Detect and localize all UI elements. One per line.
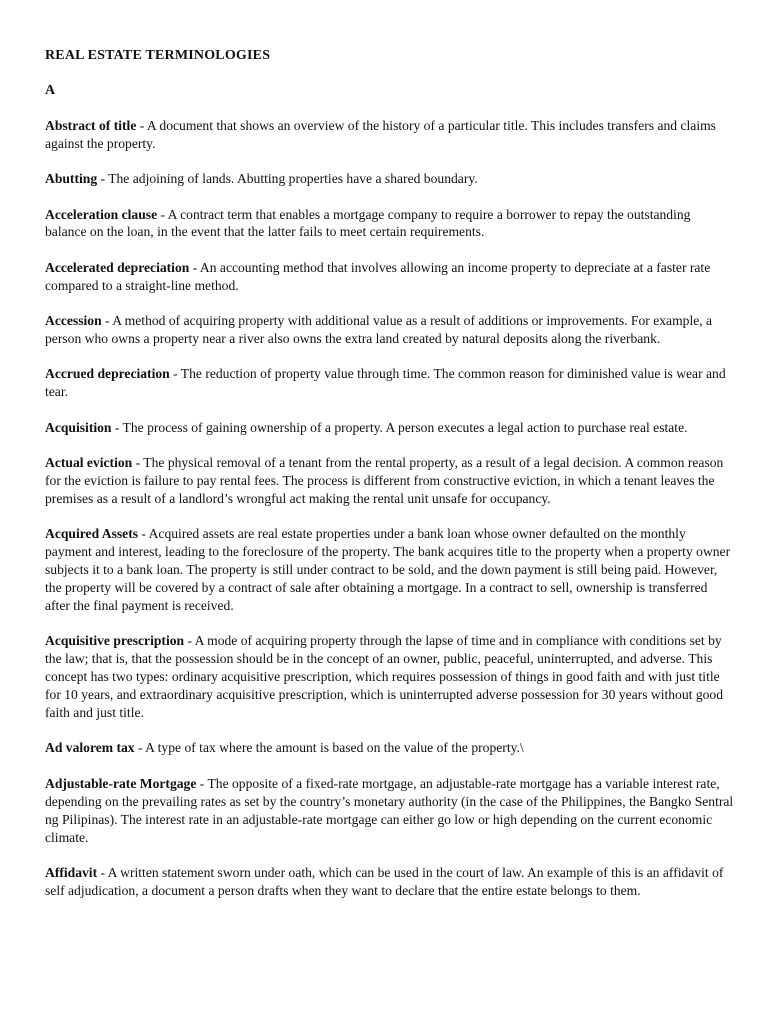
entry-definition: - A written statement sworn under oath, which can be used in the court of law. An example of this is an affidavit of self adjudication, a document a person drafts when they want to declare that the entire estate belongs to them. bbox=[45, 865, 724, 898]
entry-definition: - The reduction of property value through time. The common reason for diminished value is wear and tear. bbox=[45, 366, 726, 400]
entry-definition: - The adjoining of lands. Abutting properties have a shared boundary. bbox=[97, 171, 478, 187]
entry-definition: - The physical removal of a tenant from the rental property, as a result of a legal decision. A common reason for the eviction is failure to pay rental fees. The process is different from constructive eviction, in which a tenant leaves the premises as a result of a landlord’s wrongful act making the rental unit unsafe for occupancy. bbox=[45, 455, 724, 506]
entry-term: Acquired Assets bbox=[45, 526, 139, 542]
entry-term: Abstract of title bbox=[45, 117, 137, 133]
entry-definition: - An accounting method that involves allowing an income property to depreciate at a faster rate compared to a straight-line method. bbox=[45, 259, 711, 293]
entry-ad-valorem-tax bbox=[45, 739, 735, 757]
entry-definition: - A mode of acquiring property through the lapse of time and in compliance with conditions set by the law; that is, that the possession should be in the concept of an owner, public, peaceful, uninterrupted, and adverse. This concept has two types: ordinary acquisitive prescription, which requires possession of things in good faith and with just title for 10 years, and extraordinary acquisitive prescription, which is uninterrupted adverse possession for 30 years without good faith and just title. bbox=[45, 633, 724, 721]
entry-definition: - A type of tax where the amount is based on the value of the property.\ bbox=[134, 740, 524, 756]
entry-definition: - Acquired assets are real estate properties under a bank loan whose owner defaulted on the monthly payment and interest, leading to the foreclosure of the property. The bank acquires title to the property when a property owner subjects it to a bank loan. The property is still under contract to be sold, and the down payment is still being paid. However, the property will be covered by a contract of sale after obtaining a mortgage. In a contract to sell, ownership is transferred after the final payment is received. bbox=[45, 526, 731, 614]
entry-term: Acquisition bbox=[45, 419, 112, 435]
entry-term: Abutting bbox=[45, 171, 98, 187]
entry-actual-eviction bbox=[45, 454, 735, 508]
entry-definition: - A document that shows an overview of the history of a particular title. This includes transfers and claims against the property. bbox=[45, 117, 716, 151]
entry-definition: - The process of gaining ownership of a property. A person executes a legal action to purchase real estate. bbox=[111, 419, 688, 435]
entry-abstract-of-title bbox=[45, 117, 735, 153]
entry-accelerated-depreciation bbox=[45, 259, 735, 295]
entry-term: Affidavit bbox=[45, 865, 98, 880]
entry-abutting bbox=[45, 170, 735, 188]
entry-term: Accession bbox=[45, 313, 102, 329]
document-page bbox=[45, 47, 735, 917]
entry-affidavit bbox=[45, 864, 735, 900]
entry-adjustable-rate-mortgage bbox=[45, 775, 735, 847]
entry-definition: - A method of acquiring property with additional value as a result of additions or improvements. For example, a person who owns a property near a river also owns the extra land created by natural deposits along the riverbank. bbox=[45, 313, 713, 347]
entry-definition: - The opposite of a fixed-rate mortgage, an adjustable-rate mortgage has a variable interest rate, depending on the prevailing rates as set by the country’s monetary authority (in the case of the Philippines, the Bangko Sentral ng Pilipinas). The interest rate in an adjustable-rate mortgage can either go low or high depending on the current economic climate. bbox=[45, 775, 734, 845]
entry-term: Ad valorem tax bbox=[45, 740, 135, 756]
entry-term: Actual eviction bbox=[45, 455, 133, 471]
entry-acquisition bbox=[45, 419, 735, 437]
entry-term: Accelerated depreciation bbox=[45, 259, 190, 275]
document-title: REAL ESTATE TERMINOLOGIES bbox=[45, 48, 271, 63]
entry-definition: - A contract term that enables a mortgage company to require a borrower to repay the outstanding balance on the loan, in the event that the latter fails to meet certain requirements. bbox=[45, 206, 691, 240]
entry-acceleration-clause bbox=[45, 206, 735, 242]
entry-term: Acquisitive prescription bbox=[45, 633, 185, 649]
entry-term: Adjustable-rate Mortgage bbox=[45, 775, 197, 791]
entry-acquisitive-prescription bbox=[45, 632, 735, 722]
entry-acquired-assets bbox=[45, 525, 735, 615]
entry-term: Acceleration clause bbox=[45, 206, 158, 222]
entry-accession bbox=[45, 312, 735, 348]
entry-accrued-depreciation bbox=[45, 365, 735, 401]
section-letter-heading: A bbox=[45, 82, 56, 98]
entry-term: Accrued depreciation bbox=[45, 366, 170, 382]
